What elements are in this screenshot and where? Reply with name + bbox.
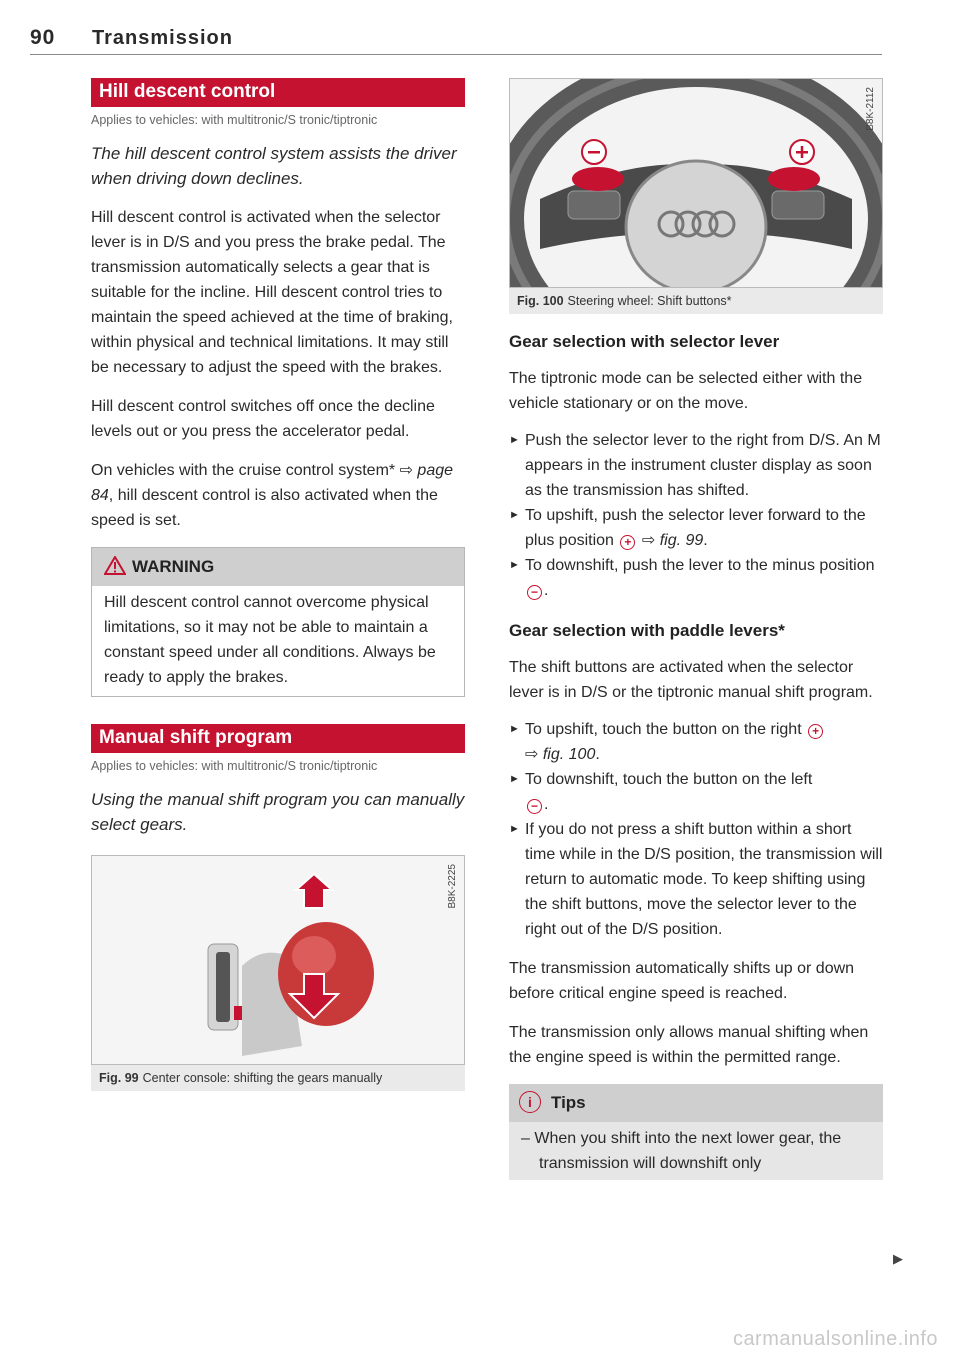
gear-selector-drawing bbox=[92, 856, 464, 1064]
fig-100-link[interactable]: ⇨ fig. 100 bbox=[525, 746, 596, 763]
hill-applies-note: Applies to vehicles: with multitronic/S tronic/tiptronic bbox=[91, 113, 378, 127]
tips-header bbox=[509, 1084, 883, 1122]
plus-icon: + bbox=[808, 724, 823, 739]
info-icon: i bbox=[519, 1091, 541, 1113]
fig-99-link[interactable]: ⇨ fig. 99 bbox=[641, 532, 704, 549]
hill-paragraph-1: Hill descent control is activated when the selector lever is in D/S and you press the brake pedal. The transmission automatically selects a gear that is suitable for the incline. Hill descent control tries to maintain the speed achieved at the time of braking, within physical and technical limitations. It may still be necessary to adjust the speed with the brakes. bbox=[91, 209, 453, 376]
minus-icon: − bbox=[527, 585, 542, 600]
left-column bbox=[91, 78, 465, 1091]
figure-100 bbox=[509, 78, 883, 314]
figure-99 bbox=[91, 855, 465, 1091]
list-item: ► To downshift, touch the button on the left − . bbox=[509, 767, 883, 817]
continue-arrow-icon: ▶ bbox=[893, 1251, 903, 1266]
page-number: 90 bbox=[30, 26, 56, 49]
hill-lead: The hill descent control system assists the driver when driving down declines. bbox=[91, 144, 457, 188]
warning-text: Hill descent control cannot overcome physical limitations, so it may not be able to maintain a constant speed under all conditions. Always be ready to apply the brakes. bbox=[104, 594, 436, 686]
figure-99-code: B8K-2225 bbox=[447, 864, 458, 909]
list-item: ► Push the selector lever to the right from D/S. An M appears in the instrument cluster display as soon as the transmission has shifted. bbox=[509, 428, 883, 503]
page-84-link[interactable]: ⇨ page 84 bbox=[91, 462, 454, 504]
manual-applies-note: Applies to vehicles: with multitronic/S tronic/tiptronic bbox=[91, 759, 378, 773]
figure-100-caption: Fig. 100 Steering wheel: Shift buttons* bbox=[517, 294, 732, 308]
paddle-paragraph-1: The transmission automatically shifts up or down before critical engine speed is reached. bbox=[509, 960, 855, 1002]
paddle-paragraph-2: The transmission only allows manual shifting when the engine speed is within the permitted range. bbox=[509, 1024, 869, 1066]
figure-100-code: B8K-2112 bbox=[865, 87, 876, 131]
hill-descent-heading: Hill descent control bbox=[91, 78, 465, 107]
figure-99-caption: Fig. 99 Center console: shifting the gears manually bbox=[99, 1071, 383, 1085]
page-header bbox=[30, 24, 882, 55]
warning-box bbox=[91, 547, 465, 697]
minus-icon: − bbox=[527, 799, 542, 814]
hill-paragraph-3: On vehicles with the cruise control system* ⇨ page 84, hill descent control is also activated when the speed is set. bbox=[91, 462, 454, 529]
plus-icon: + bbox=[620, 535, 635, 550]
warning-title: WARNING bbox=[132, 557, 215, 576]
tips-title: Tips bbox=[551, 1093, 586, 1112]
paddle-levers-heading: Gear selection with paddle levers* bbox=[509, 621, 785, 640]
right-column bbox=[509, 78, 883, 1180]
list-item: ► To downshift, push the lever to the minus position − . bbox=[509, 553, 883, 603]
watermark: carmanualsonline.info bbox=[732, 1328, 938, 1350]
chapter-title: Transmission bbox=[92, 27, 233, 49]
list-item: ► To upshift, touch the button on the right + ⇨ fig. 100. bbox=[509, 717, 883, 767]
warning-triangle-icon bbox=[104, 556, 126, 575]
center-console-illustration bbox=[91, 855, 465, 1065]
selector-steps bbox=[509, 428, 883, 603]
manual-shift-heading: Manual shift program bbox=[91, 724, 465, 753]
paddle-steps bbox=[509, 717, 883, 942]
steering-wheel-illustration bbox=[509, 78, 883, 288]
steering-wheel-drawing bbox=[510, 79, 882, 287]
paddle-intro: The shift buttons are activated when the selector lever is in D/S or the tiptronic manual shift program. bbox=[509, 659, 873, 701]
list-item: ► To upshift, push the selector lever forward to the plus position + ⇨ fig. 99. bbox=[509, 503, 883, 553]
warning-header bbox=[92, 548, 464, 586]
list-item: ► If you do not press a shift button within a short time while in the D/S position, the transmission will return to automatic mode. To keep shifting using the shift buttons, move the selector lever to the right out of the D/S position. bbox=[509, 817, 883, 942]
tips-item: – When you shift into the next lower gear, the transmission will downshift only bbox=[521, 1130, 842, 1172]
hill-paragraph-2: Hill descent control switches off once the decline levels out or you press the accelerator pedal. bbox=[91, 398, 435, 440]
tips-box bbox=[509, 1084, 883, 1180]
selector-intro: The tiptronic mode can be selected either with the vehicle stationary or on the move. bbox=[509, 370, 863, 412]
selector-lever-heading: Gear selection with selector lever bbox=[509, 332, 780, 351]
tips-body bbox=[509, 1122, 883, 1180]
manual-lead: Using the manual shift program you can manually select gears. bbox=[91, 790, 465, 834]
